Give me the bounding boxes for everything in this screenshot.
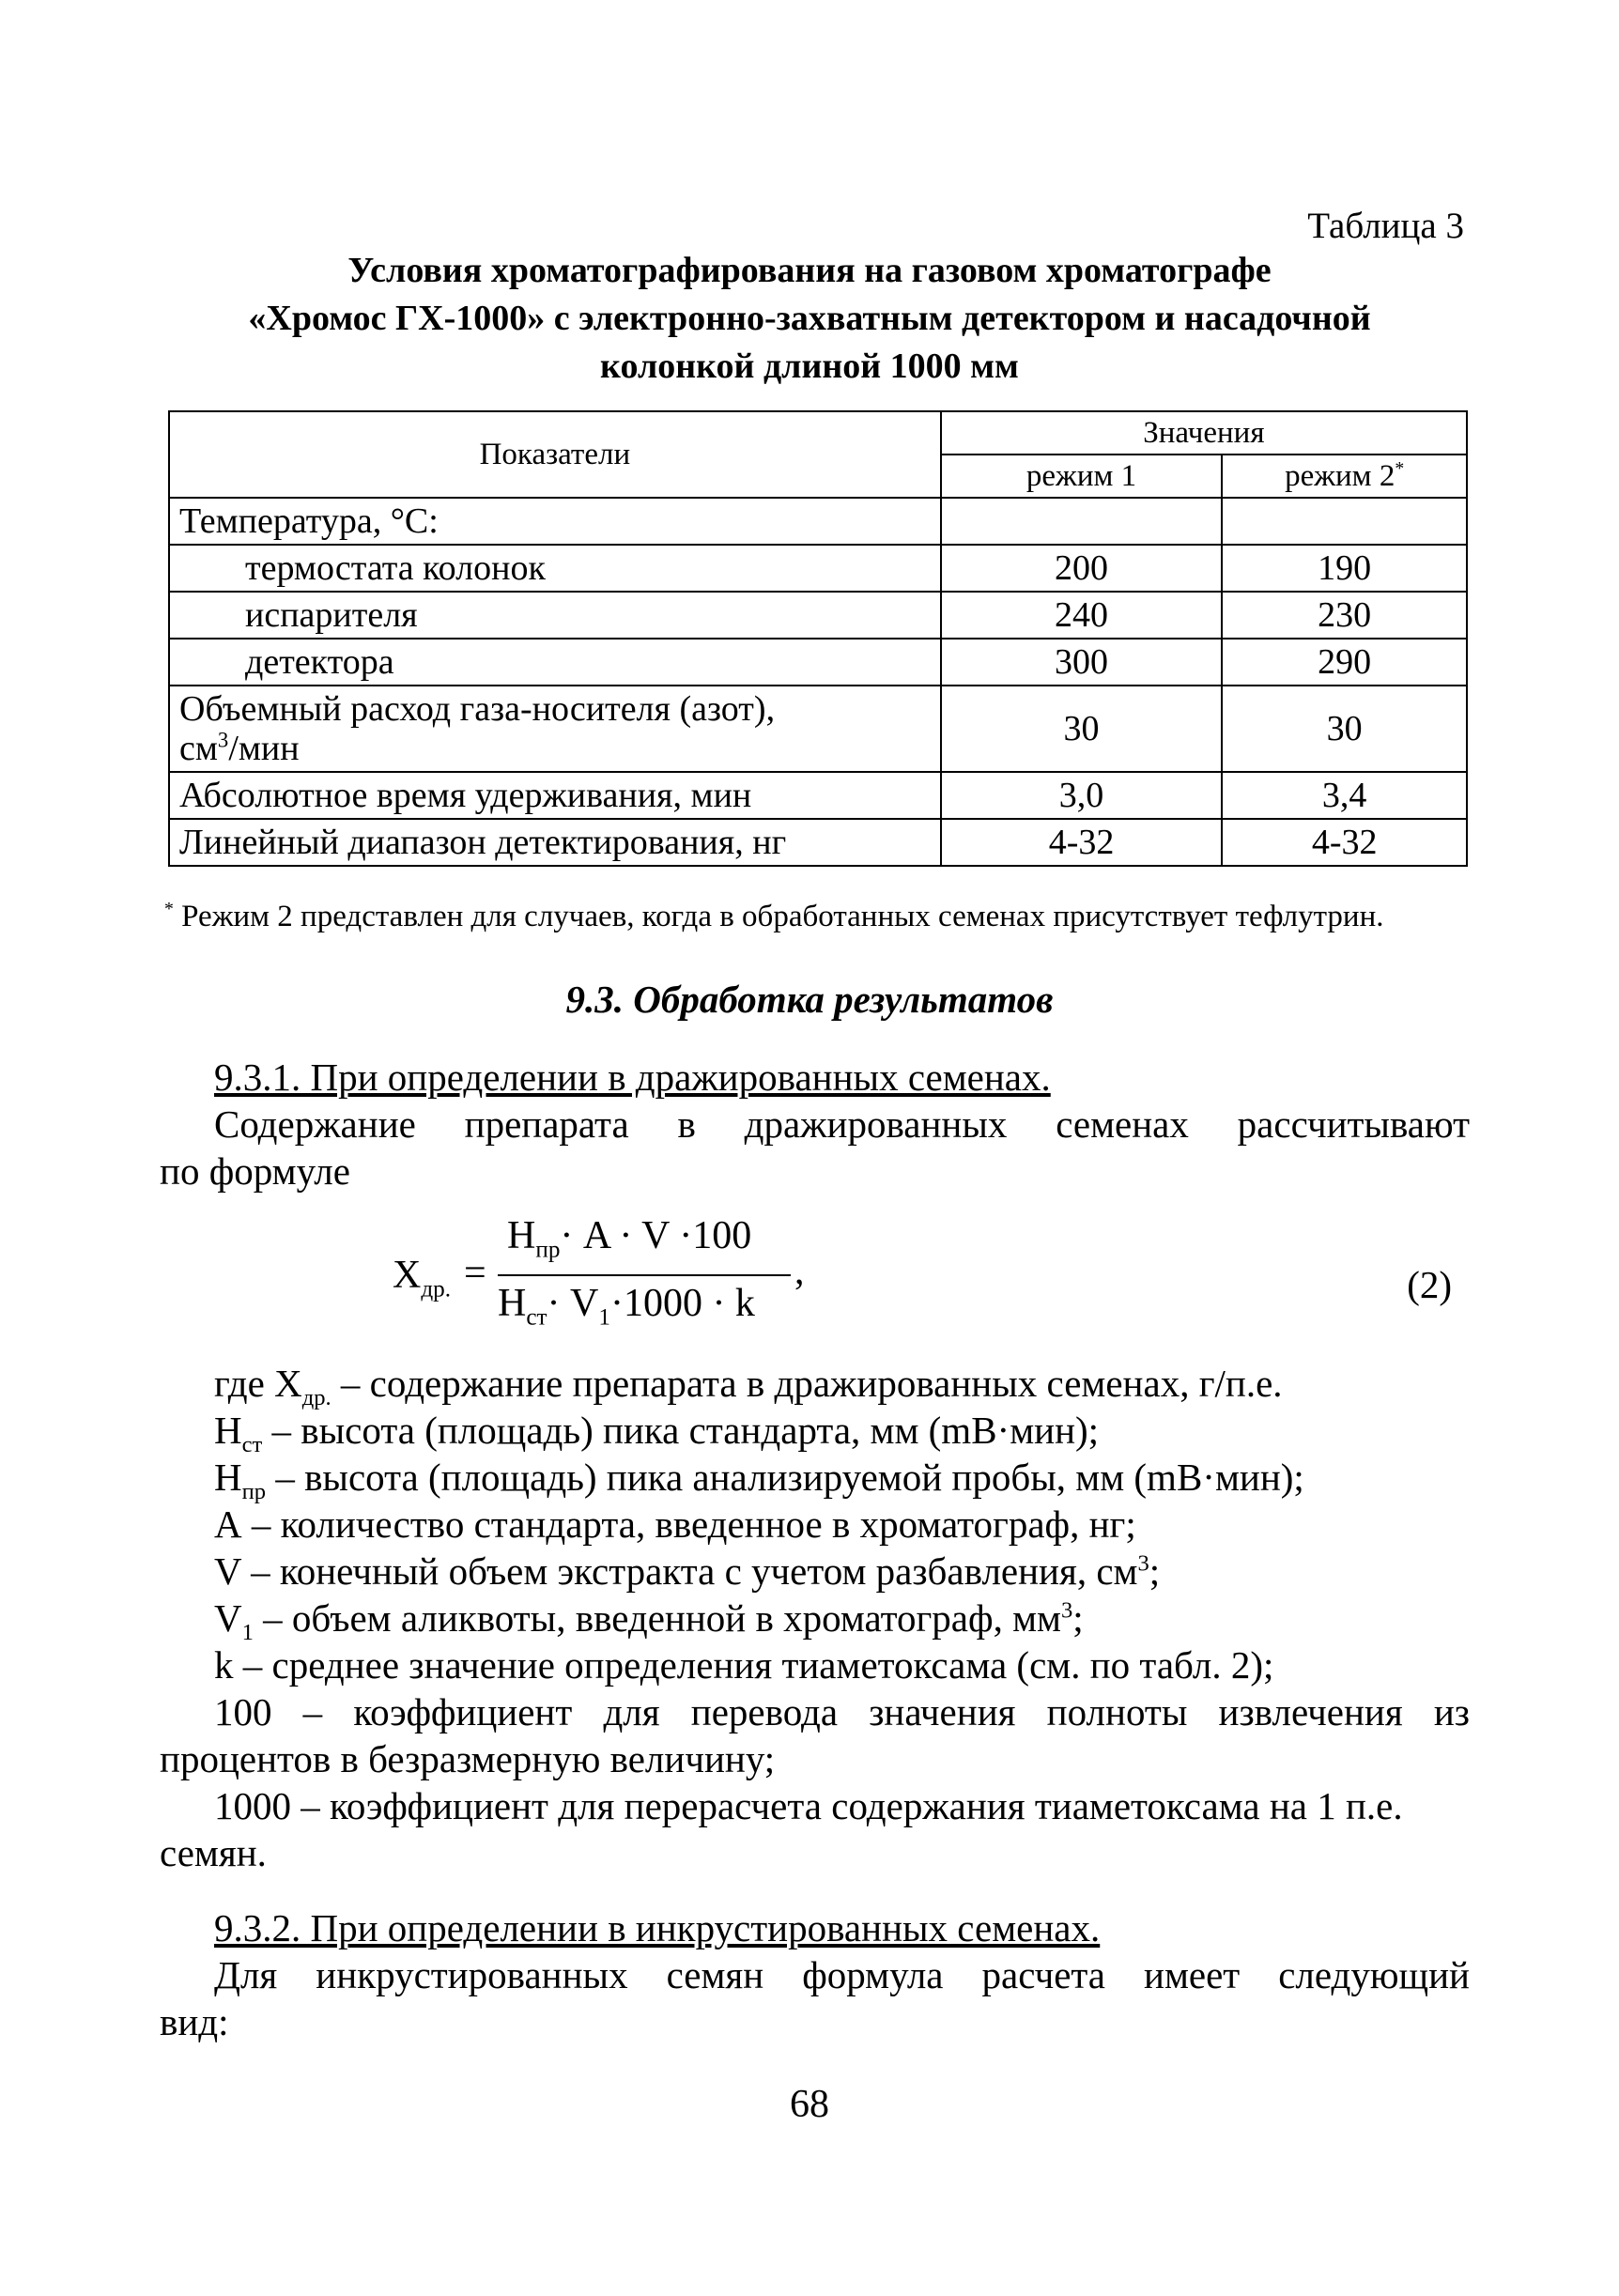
formula-lhs: $Х_{др.}$	[393, 1254, 452, 1302]
cell-mode2: 230	[1222, 592, 1467, 639]
formula-comma: ,	[794, 1250, 805, 1293]
definition-line: 100 – коэффициент для перевода значения полноты извлечения из	[214, 1690, 1470, 1734]
formula-numerator: $Н_{пр}\cdot A \cdot V \cdot 100$	[507, 1214, 752, 1263]
cell-mode2: 30	[1222, 686, 1467, 772]
row-label: испарителя	[169, 592, 941, 639]
table-row	[169, 686, 1467, 772]
table-row	[169, 545, 1467, 592]
header-indicators: Показатели	[169, 411, 941, 498]
formula-equals: =	[464, 1252, 486, 1295]
definition-line: А – количество стандарта, введенное в хроматограф, нг;	[214, 1502, 1136, 1546]
cell-mode1: 300	[941, 639, 1223, 686]
table-footnote	[164, 894, 1470, 939]
cell-mode1: 4-32	[941, 819, 1223, 866]
table-row	[169, 592, 1467, 639]
header-values: Значения	[941, 411, 1467, 455]
definition-line: 1000 – коэффициент для перерасчета содержания тиаметоксама на 1 п.е.	[214, 1784, 1403, 1827]
footnote-text: Режим 2 представлен для случаев, когда в обработанных семенах присутствует тефлутрин.	[173, 900, 1384, 933]
table-row	[169, 498, 1467, 545]
paragraph-line: Содержание препарата в дражированных семенах рассчитывают	[214, 1102, 1470, 1146]
cell-mode1: 240	[941, 592, 1223, 639]
cell-mode1: 3,0	[941, 772, 1223, 819]
subsection-heading: 9.3.1. При определении в дражированных семенах.	[214, 1056, 1051, 1099]
footnote-mark: *	[164, 899, 174, 919]
cell-mode1: 30	[941, 686, 1223, 772]
formula-2	[393, 1211, 956, 1333]
row-label: Линейный диапазон детектирования, нг	[169, 819, 941, 866]
flow-unit-tail: /мин	[228, 729, 300, 768]
table-row	[169, 772, 1467, 819]
equation-number: (2)	[1407, 1263, 1452, 1306]
cell-mode1: 200	[941, 545, 1223, 592]
conditions-table	[168, 410, 1468, 867]
paragraph-line: вид:	[160, 2000, 229, 2043]
definition-line: семян.	[160, 1831, 267, 1874]
definition-line: процентов в безразмерную величину;	[160, 1737, 776, 1780]
row-label: Абсолютное время удерживания, мин	[169, 772, 941, 819]
formula-denominator: $Н_{ст}\cdot V_1\cdot 1000 \cdot k$	[498, 1282, 755, 1331]
table-row	[169, 819, 1467, 866]
definition-line: $Н_{пр}$ – высота (площадь) пика анализируемой пробы, мм (mВ·мин);	[214, 1456, 1304, 1505]
definition-line: где $Х_{др.}$ – содержание препарата в дражированных семенах, г/п.е.	[214, 1362, 1283, 1411]
flow-unit-sup: 3	[217, 728, 229, 752]
definition-line: V – конечный объем экстракта с учетом разбавления, $см^3$;	[214, 1549, 1161, 1593]
cell-mode2: 3,4	[1222, 772, 1467, 819]
cell-mode2: 290	[1222, 639, 1467, 686]
flow-label-line1: Объемный расход газа-носителя (азот),	[179, 689, 776, 729]
table-label: Таблица 3	[1307, 206, 1464, 246]
row-label	[169, 686, 941, 772]
table-title-line: Условия хроматографирования на газовом хроматографе	[347, 251, 1272, 290]
definition-line: $Н_{ст}$ – высота (площадь) пика стандарта, мм (mВ·мин);	[214, 1409, 1100, 1458]
header-mode2	[1222, 455, 1467, 498]
cell-mode2: 190	[1222, 545, 1467, 592]
section-title: 9.3. Обработка результатов	[565, 978, 1054, 1021]
mode2-label: режим 2	[1285, 459, 1395, 493]
page-number: 68	[790, 2083, 829, 2126]
cell-mode2: 4-32	[1222, 819, 1467, 866]
subsection-heading: 9.3.2. При определении в инкрустированных семенах.	[214, 1906, 1101, 1949]
row-temperature-label: Температура, °С:	[169, 498, 941, 545]
header-mode1: режим 1	[941, 455, 1223, 498]
fraction-bar	[498, 1274, 791, 1276]
table-title-line: колонкой длиной 1000 мм	[600, 347, 1019, 386]
paragraph-line: Для инкрустированных семян формула расчета имеет следующий	[214, 1953, 1470, 1996]
definition-line: k – среднее значение определения тиаметоксама (см. по табл. 2);	[214, 1643, 1274, 1687]
table-title	[141, 247, 1478, 391]
row-label: детектора	[169, 639, 941, 686]
flow-unit: см	[179, 729, 218, 768]
table-title-line: «Хромос ГХ-1000» с электронно-захватным детектором и насадочной	[248, 299, 1371, 338]
footnote-mark: *	[1395, 458, 1405, 479]
paragraph-line: по формуле	[160, 1149, 350, 1193]
table-row	[169, 639, 1467, 686]
definition-line: $V_1$ – объем аликвоты, введенной в хроматограф, $мм^3$;	[214, 1596, 1084, 1646]
row-label: термостата колонок	[169, 545, 941, 592]
